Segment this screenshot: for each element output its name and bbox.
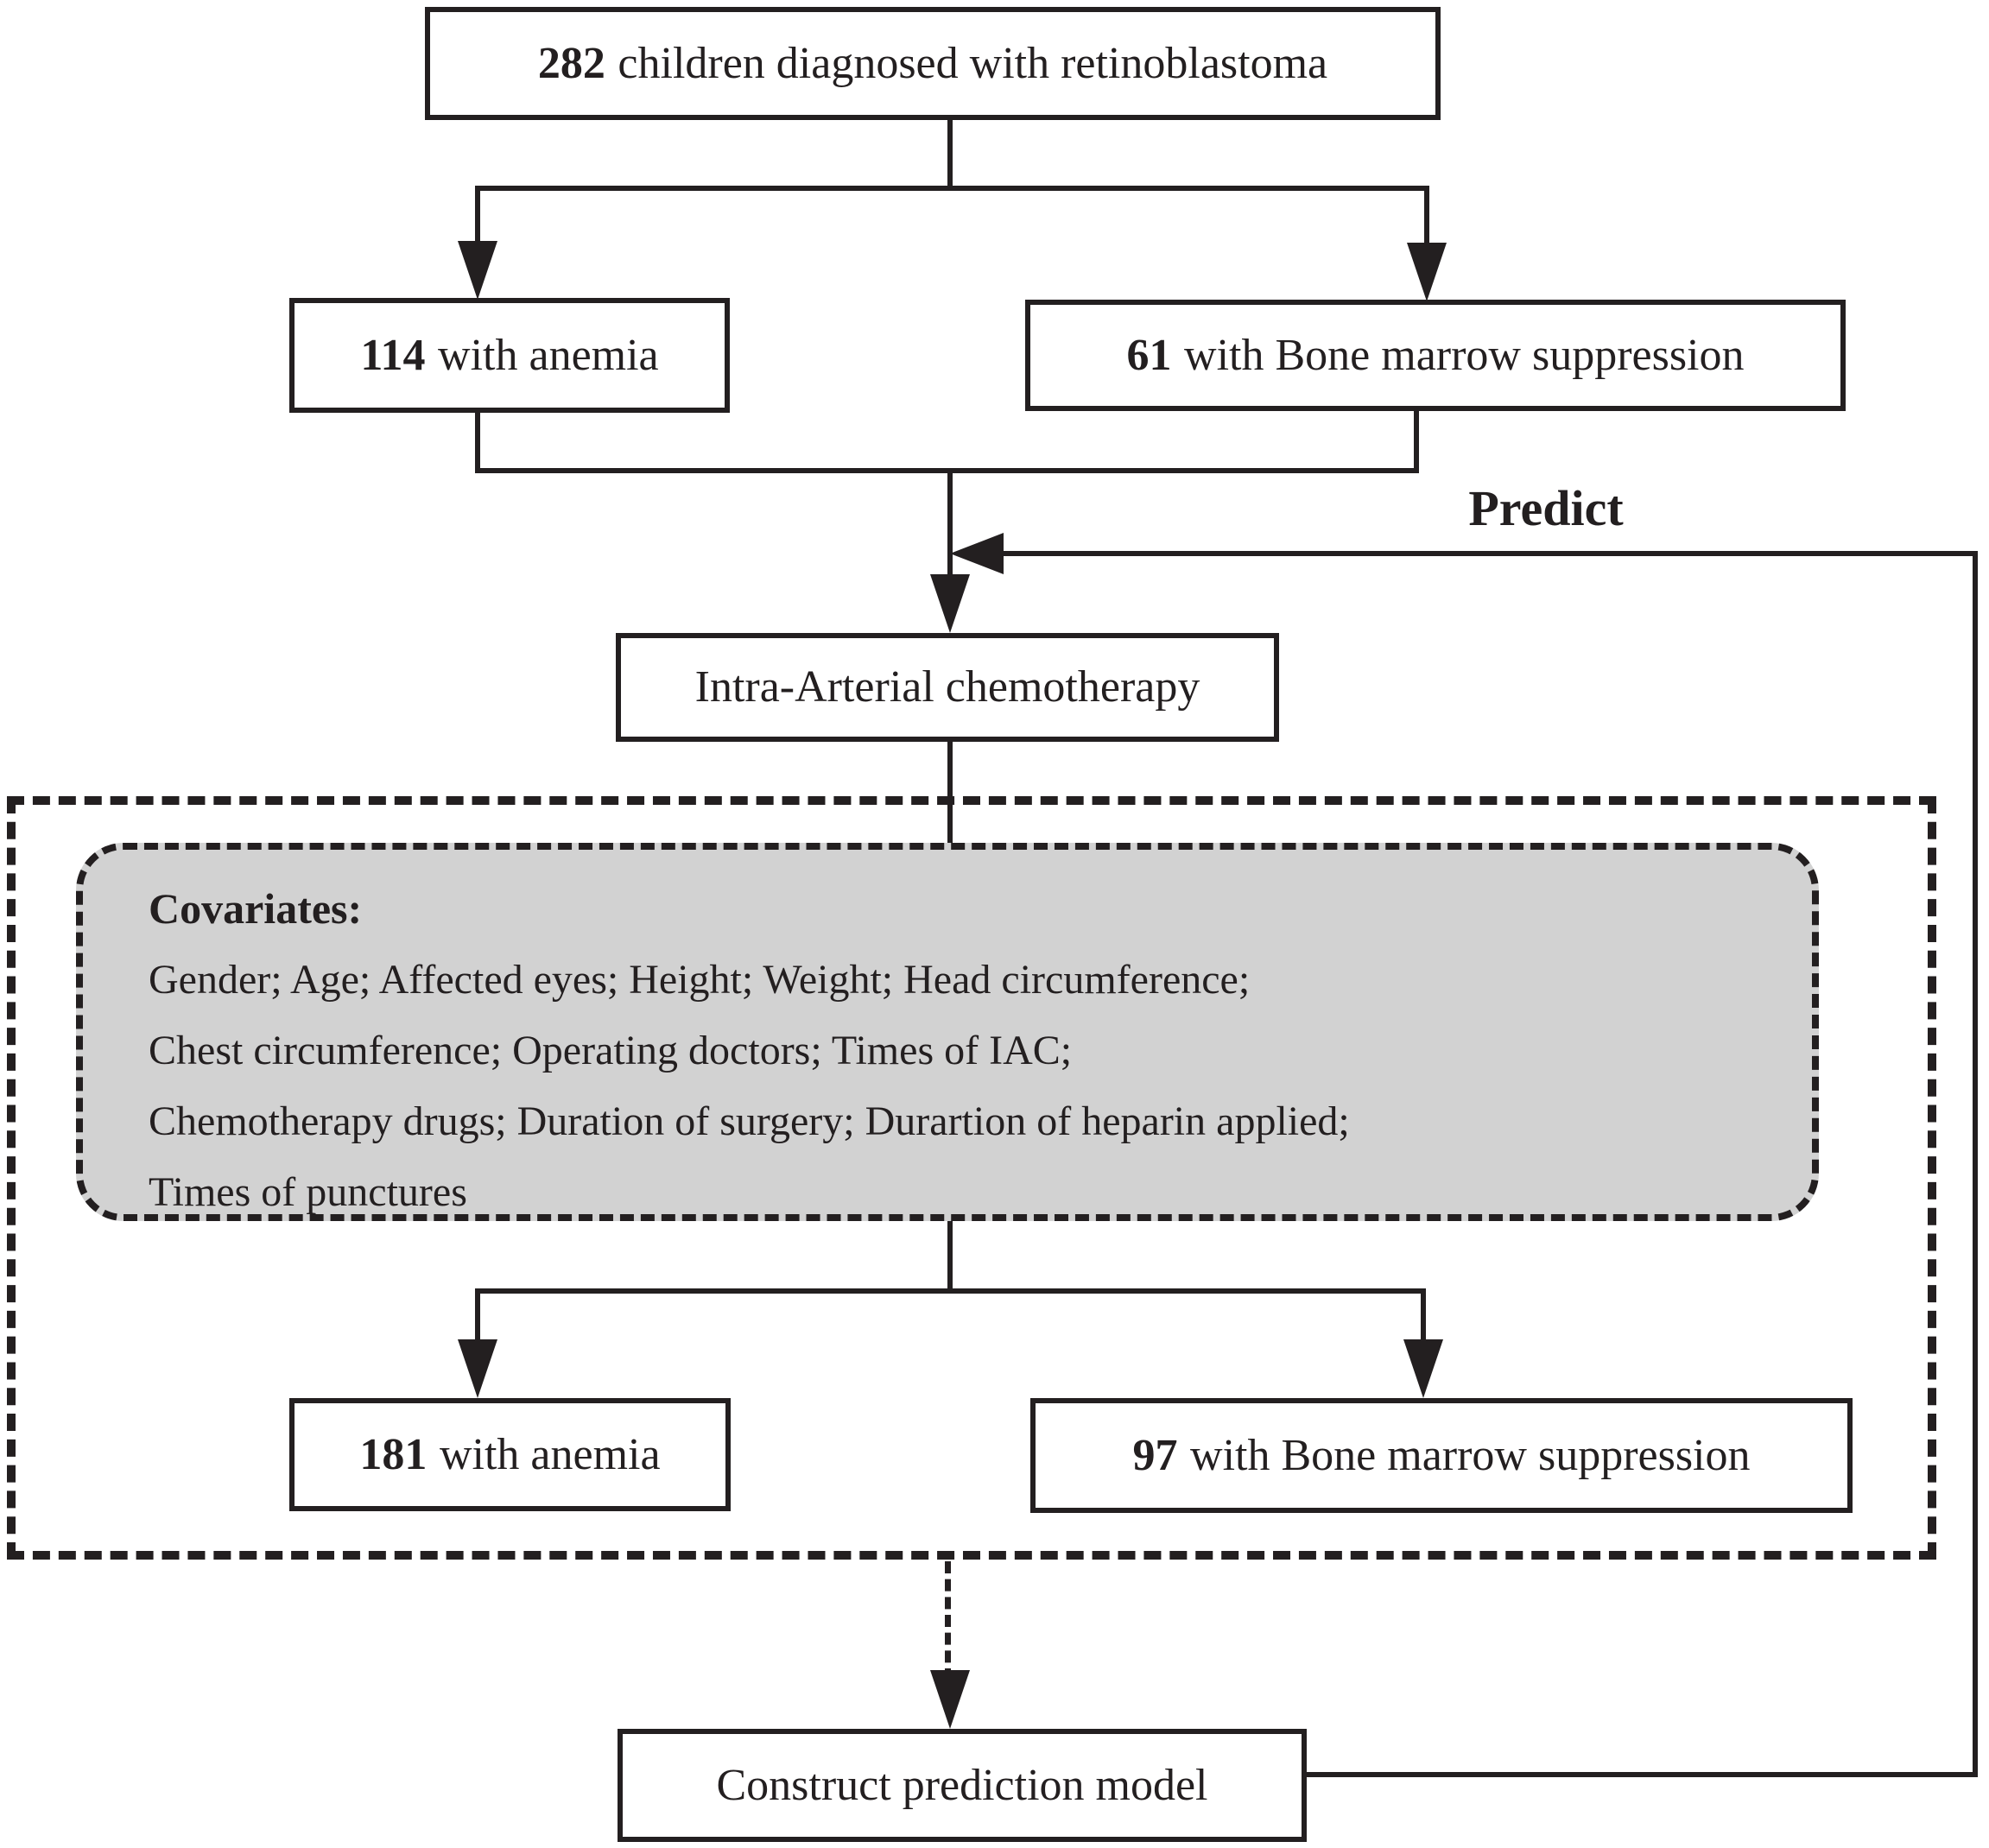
covariates-box <box>76 843 1819 1221</box>
node-282-children-diagnosed <box>425 7 1441 120</box>
node-181-label: with anemia <box>439 1429 661 1479</box>
node-construct-label: Construct prediction model <box>716 1760 1208 1810</box>
node-181-with-anemia <box>289 1398 731 1511</box>
node-282-label: children diagnosed with retinoblastoma <box>618 38 1328 88</box>
node-97-bone-marrow-suppression <box>1030 1398 1853 1513</box>
connector-predict-horizontal <box>998 551 1978 556</box>
node-61-count: 61 <box>1126 330 1172 380</box>
node-114-with-anemia <box>289 298 730 413</box>
node-181-count: 181 <box>359 1429 428 1479</box>
predict-label: Predict <box>1468 480 1624 536</box>
connector-feedback-bottom-horizontal <box>1307 1772 1978 1777</box>
arrowhead-to-iac-box <box>930 574 970 633</box>
arrowhead-predict-left <box>950 533 1004 574</box>
node-114-count: 114 <box>360 330 426 380</box>
node-114-label: with anemia <box>438 330 659 380</box>
node-intra-arterial-chemotherapy <box>616 633 1279 742</box>
node-282-count: 282 <box>537 38 605 88</box>
covariates-heading: Covariates: <box>149 884 363 933</box>
arrowhead-to-114-box <box>458 241 497 300</box>
covariates-line-1: Gender; Age; Affected eyes; Height; Weight; Head circumference; <box>149 957 1251 1003</box>
covariates-line-2: Chest circumference; Operating doctors; Times of IAC; <box>149 1028 1073 1073</box>
node-construct-prediction-model <box>618 1729 1307 1842</box>
arrowhead-to-construct-box <box>930 1670 970 1729</box>
connector-top-branch-left-drop <box>475 186 480 246</box>
connector-top-branch-right-drop <box>1424 186 1429 246</box>
connector-top-branch <box>475 186 1429 191</box>
node-61-label: with Bone marrow suppression <box>1184 330 1745 380</box>
connector-top-vertical <box>947 117 953 191</box>
arrowhead-to-61-box <box>1407 243 1447 301</box>
connector-61-down-stub <box>1414 408 1419 473</box>
covariates-line-4: Times of punctures <box>149 1169 467 1215</box>
node-iac-label: Intra-Arterial chemotherapy <box>694 662 1200 712</box>
node-97-count: 97 <box>1132 1430 1178 1480</box>
node-97-label: with Bone marrow suppression <box>1190 1430 1751 1480</box>
connector-feedback-right-vertical <box>1973 551 1978 1777</box>
covariates-line-3: Chemotherapy drugs; Duration of surgery; Durartion of heparin applied; <box>149 1098 1350 1144</box>
connector-114-down-stub <box>475 410 480 473</box>
connector-dashed-to-construct <box>945 1561 951 1680</box>
node-61-bone-marrow-suppression <box>1025 300 1846 411</box>
